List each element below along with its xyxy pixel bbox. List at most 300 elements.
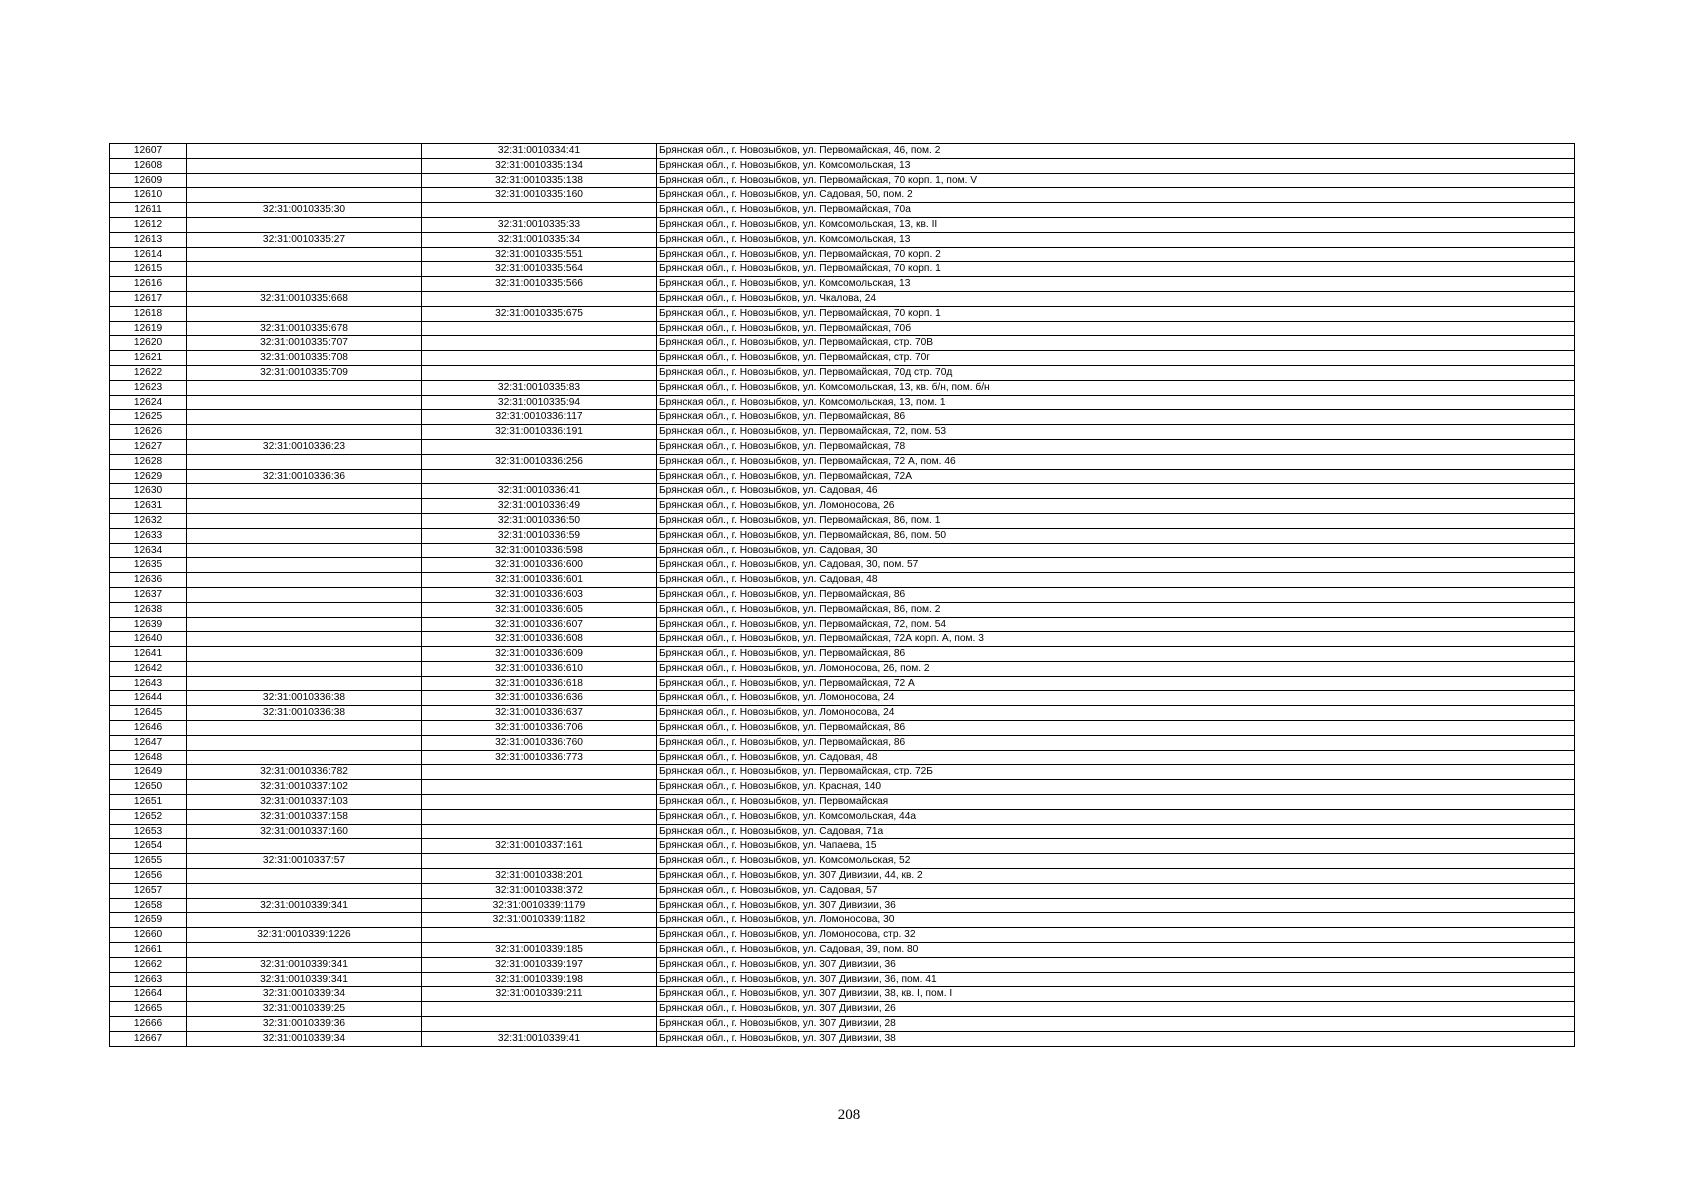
row-number-cell: 12656 bbox=[110, 869, 187, 884]
parcel-number-cell: 32:31:0010337:102 bbox=[187, 780, 422, 795]
object-number-cell: 32:31:0010336:637 bbox=[422, 706, 657, 721]
row-number-cell: 12651 bbox=[110, 795, 187, 810]
object-number-cell bbox=[422, 854, 657, 869]
object-number-cell: 32:31:0010335:160 bbox=[422, 188, 657, 203]
address-cell: Брянская обл., г. Новозыбков, ул. Первомайская, 70 корп. 2 bbox=[657, 247, 1575, 262]
page-number: 208 bbox=[837, 1107, 861, 1123]
address-cell: Брянская обл., г. Новозыбков, ул. Садовая, 39, пом. 80 bbox=[657, 943, 1575, 958]
address-cell: Брянская обл., г. Новозыбков, ул. Первомайская, 72, пом. 53 bbox=[657, 425, 1575, 440]
parcel-number-cell: 32:31:0010335:27 bbox=[187, 232, 422, 247]
parcel-number-cell bbox=[187, 735, 422, 750]
parcel-number-cell bbox=[187, 558, 422, 573]
parcel-number-cell bbox=[187, 395, 422, 410]
object-number-cell: 32:31:0010335:564 bbox=[422, 262, 657, 277]
table-row bbox=[110, 336, 1575, 351]
address-cell: Брянская обл., г. Новозыбков, ул. Комсомольская, 44а bbox=[657, 809, 1575, 824]
address-cell: Брянская обл., г. Новозыбков, ул. Первомайская, 70 корп. 1, пом. V bbox=[657, 173, 1575, 188]
address-cell: Брянская обл., г. Новозыбков, ул. Первомайская, 72 А, пом. 46 bbox=[657, 454, 1575, 469]
object-number-cell bbox=[422, 809, 657, 824]
table-row bbox=[110, 262, 1575, 277]
object-number-cell: 32:31:0010337:161 bbox=[422, 839, 657, 854]
object-number-cell: 32:31:0010335:83 bbox=[422, 380, 657, 395]
address-cell: Брянская обл., г. Новозыбков, ул. Ломоносова, 26, пом. 2 bbox=[657, 661, 1575, 676]
parcel-number-cell bbox=[187, 943, 422, 958]
row-number-cell: 12614 bbox=[110, 247, 187, 262]
table-row bbox=[110, 1002, 1575, 1017]
address-cell: Брянская обл., г. Новозыбков, ул. Комсомольская, 13 bbox=[657, 158, 1575, 173]
address-cell: Брянская обл., г. Новозыбков, ул. Первомайская, 86 bbox=[657, 735, 1575, 750]
table-row bbox=[110, 780, 1575, 795]
object-number-cell: 32:31:0010336:603 bbox=[422, 587, 657, 602]
table-row bbox=[110, 1031, 1575, 1046]
row-number-cell: 12610 bbox=[110, 188, 187, 203]
object-number-cell: 32:31:0010336:49 bbox=[422, 499, 657, 514]
address-cell: Брянская обл., г. Новозыбков, ул. Комсомольская, 13, кв. б/н, пом. б/н bbox=[657, 380, 1575, 395]
parcel-number-cell: 32:31:0010335:708 bbox=[187, 351, 422, 366]
row-number-cell: 12619 bbox=[110, 321, 187, 336]
row-number-cell: 12618 bbox=[110, 306, 187, 321]
parcel-number-cell: 32:31:0010336:23 bbox=[187, 439, 422, 454]
parcel-number-cell: 32:31:0010337:158 bbox=[187, 809, 422, 824]
table-row bbox=[110, 750, 1575, 765]
table-row bbox=[110, 410, 1575, 425]
address-cell: Брянская обл., г. Новозыбков, ул. Первомайская, 72А bbox=[657, 469, 1575, 484]
address-cell: Брянская обл., г. Новозыбков, ул. 307 Дивизии, 38 bbox=[657, 1031, 1575, 1046]
object-number-cell: 32:31:0010336:605 bbox=[422, 602, 657, 617]
table-row bbox=[110, 706, 1575, 721]
parcel-number-cell bbox=[187, 217, 422, 232]
table-row bbox=[110, 854, 1575, 869]
parcel-number-cell: 32:31:0010335:668 bbox=[187, 291, 422, 306]
row-number-cell: 12621 bbox=[110, 351, 187, 366]
row-number-cell: 12654 bbox=[110, 839, 187, 854]
table-row bbox=[110, 647, 1575, 662]
address-cell: Брянская обл., г. Новозыбков, ул. Комсомольская, 13 bbox=[657, 277, 1575, 292]
table-row bbox=[110, 528, 1575, 543]
object-number-cell: 32:31:0010336:600 bbox=[422, 558, 657, 573]
address-cell: Брянская обл., г. Новозыбков, ул. 307 Дивизии, 36 bbox=[657, 898, 1575, 913]
row-number-cell: 12664 bbox=[110, 987, 187, 1002]
table-row bbox=[110, 513, 1575, 528]
table-row bbox=[110, 795, 1575, 810]
object-number-cell: 32:31:0010334:41 bbox=[422, 144, 657, 159]
table-row bbox=[110, 173, 1575, 188]
object-number-cell: 32:31:0010339:197 bbox=[422, 957, 657, 972]
row-number-cell: 12620 bbox=[110, 336, 187, 351]
address-cell: Брянская обл., г. Новозыбков, ул. Первомайская, стр. 70г bbox=[657, 351, 1575, 366]
row-number-cell: 12649 bbox=[110, 765, 187, 780]
address-cell: Брянская обл., г. Новозыбков, ул. Первомайская, 86, пом. 1 bbox=[657, 513, 1575, 528]
table-row bbox=[110, 306, 1575, 321]
address-cell: Брянская обл., г. Новозыбков, ул. Первомайская, 86 bbox=[657, 587, 1575, 602]
object-number-cell: 32:31:0010339:198 bbox=[422, 972, 657, 987]
parcel-number-cell bbox=[187, 380, 422, 395]
row-number-cell: 12650 bbox=[110, 780, 187, 795]
parcel-number-cell bbox=[187, 173, 422, 188]
row-number-cell: 12622 bbox=[110, 365, 187, 380]
address-cell: Брянская обл., г. Новозыбков, ул. Первомайская, 72 А bbox=[657, 676, 1575, 691]
row-number-cell: 12631 bbox=[110, 499, 187, 514]
table-row bbox=[110, 602, 1575, 617]
table-row bbox=[110, 217, 1575, 232]
table-row bbox=[110, 987, 1575, 1002]
table-row bbox=[110, 972, 1575, 987]
parcel-number-cell: 32:31:0010339:341 bbox=[187, 957, 422, 972]
object-number-cell: 32:31:0010339:211 bbox=[422, 987, 657, 1002]
object-number-cell: 32:31:0010336:256 bbox=[422, 454, 657, 469]
parcel-number-cell bbox=[187, 632, 422, 647]
row-number-cell: 12624 bbox=[110, 395, 187, 410]
address-cell: Брянская обл., г. Новозыбков, ул. 307 Дивизии, 38, кв. I, пом. I bbox=[657, 987, 1575, 1002]
address-cell: Брянская обл., г. Новозыбков, ул. 307 Дивизии, 28 bbox=[657, 1017, 1575, 1032]
row-number-cell: 12643 bbox=[110, 676, 187, 691]
parcel-number-cell bbox=[187, 839, 422, 854]
address-cell: Брянская обл., г. Новозыбков, ул. Садовая, 30, пом. 57 bbox=[657, 558, 1575, 573]
object-number-cell: 32:31:0010336:50 bbox=[422, 513, 657, 528]
row-number-cell: 12661 bbox=[110, 943, 187, 958]
row-number-cell: 12636 bbox=[110, 573, 187, 588]
parcel-number-cell bbox=[187, 144, 422, 159]
parcel-number-cell: 32:31:0010335:30 bbox=[187, 203, 422, 218]
row-number-cell: 12657 bbox=[110, 883, 187, 898]
address-cell: Брянская обл., г. Новозыбков, ул. Садовая, 46 bbox=[657, 484, 1575, 499]
parcel-number-cell bbox=[187, 647, 422, 662]
table-row bbox=[110, 765, 1575, 780]
address-cell: Брянская обл., г. Новозыбков, ул. Садовая, 50, пом. 2 bbox=[657, 188, 1575, 203]
address-cell: Брянская обл., г. Новозыбков, ул. Первомайская, 72А корп. А, пом. 3 bbox=[657, 632, 1575, 647]
row-number-cell: 12616 bbox=[110, 277, 187, 292]
address-cell: Брянская обл., г. Новозыбков, ул. Красная, 140 bbox=[657, 780, 1575, 795]
parcel-number-cell bbox=[187, 750, 422, 765]
table-row bbox=[110, 144, 1575, 159]
table-row bbox=[110, 839, 1575, 854]
row-number-cell: 12613 bbox=[110, 232, 187, 247]
table-row bbox=[110, 277, 1575, 292]
table-row bbox=[110, 247, 1575, 262]
table-row bbox=[110, 351, 1575, 366]
parcel-number-cell bbox=[187, 247, 422, 262]
object-number-cell: 32:31:0010335:566 bbox=[422, 277, 657, 292]
object-number-cell: 32:31:0010336:601 bbox=[422, 573, 657, 588]
object-number-cell bbox=[422, 928, 657, 943]
row-number-cell: 12626 bbox=[110, 425, 187, 440]
table-row bbox=[110, 587, 1575, 602]
table-row bbox=[110, 1017, 1575, 1032]
table-row bbox=[110, 543, 1575, 558]
object-number-cell bbox=[422, 365, 657, 380]
row-number-cell: 12647 bbox=[110, 735, 187, 750]
parcel-number-cell bbox=[187, 676, 422, 691]
table-row bbox=[110, 558, 1575, 573]
address-cell: Брянская обл., г. Новозыбков, ул. 307 Дивизии, 36 bbox=[657, 957, 1575, 972]
address-cell: Брянская обл., г. Новозыбков, ул. Первомайская, 70а bbox=[657, 203, 1575, 218]
row-number-cell: 12612 bbox=[110, 217, 187, 232]
table-row bbox=[110, 957, 1575, 972]
address-cell: Брянская обл., г. Новозыбков, ул. Ломоносова, 24 bbox=[657, 706, 1575, 721]
address-cell: Брянская обл., г. Новозыбков, ул. Ломоносова, 24 bbox=[657, 691, 1575, 706]
address-cell: Брянская обл., г. Новозыбков, ул. Ломоносова, 26 bbox=[657, 499, 1575, 514]
address-cell: Брянская обл., г. Новозыбков, ул. Ломоносова, 30 bbox=[657, 913, 1575, 928]
object-number-cell: 32:31:0010336:636 bbox=[422, 691, 657, 706]
object-number-cell: 32:31:0010339:41 bbox=[422, 1031, 657, 1046]
object-number-cell bbox=[422, 439, 657, 454]
object-number-cell: 32:31:0010335:551 bbox=[422, 247, 657, 262]
object-number-cell: 32:31:0010336:41 bbox=[422, 484, 657, 499]
table-row bbox=[110, 676, 1575, 691]
parcel-number-cell bbox=[187, 306, 422, 321]
table-row bbox=[110, 913, 1575, 928]
parcel-number-cell: 32:31:0010339:1226 bbox=[187, 928, 422, 943]
address-cell: Брянская обл., г. Новозыбков, ул. Садовая, 71а bbox=[657, 824, 1575, 839]
table-row bbox=[110, 439, 1575, 454]
address-cell: Брянская обл., г. Новозыбков, ул. Ломоносова, стр. 32 bbox=[657, 928, 1575, 943]
table-row bbox=[110, 898, 1575, 913]
row-number-cell: 12659 bbox=[110, 913, 187, 928]
table-row bbox=[110, 632, 1575, 647]
parcel-number-cell bbox=[187, 721, 422, 736]
parcel-number-cell: 32:31:0010336:38 bbox=[187, 706, 422, 721]
object-number-cell bbox=[422, 469, 657, 484]
object-number-cell: 32:31:0010335:94 bbox=[422, 395, 657, 410]
row-number-cell: 12645 bbox=[110, 706, 187, 721]
row-number-cell: 12666 bbox=[110, 1017, 187, 1032]
parcel-number-cell: 32:31:0010339:25 bbox=[187, 1002, 422, 1017]
parcel-number-cell bbox=[187, 543, 422, 558]
parcel-number-cell: 32:31:0010335:707 bbox=[187, 336, 422, 351]
address-cell: Брянская обл., г. Новозыбков, ул. Первомайская, 70 корп. 1 bbox=[657, 306, 1575, 321]
row-number-cell: 12635 bbox=[110, 558, 187, 573]
address-cell: Брянская обл., г. Новозыбков, ул. Первомайская bbox=[657, 795, 1575, 810]
address-cell: Брянская обл., г. Новозыбков, ул. Первомайская, 72, пом. 54 bbox=[657, 617, 1575, 632]
parcel-number-cell bbox=[187, 454, 422, 469]
table-row bbox=[110, 661, 1575, 676]
parcel-number-cell: 32:31:0010336:782 bbox=[187, 765, 422, 780]
parcel-number-cell: 32:31:0010336:36 bbox=[187, 469, 422, 484]
address-cell: Брянская обл., г. Новозыбков, ул. Садовая, 57 bbox=[657, 883, 1575, 898]
object-number-cell: 32:31:0010335:138 bbox=[422, 173, 657, 188]
table-row bbox=[110, 928, 1575, 943]
address-cell: Брянская обл., г. Новозыбков, ул. Комсомольская, 52 bbox=[657, 854, 1575, 869]
object-number-cell bbox=[422, 336, 657, 351]
object-number-cell: 32:31:0010335:33 bbox=[422, 217, 657, 232]
parcel-number-cell bbox=[187, 513, 422, 528]
parcel-number-cell bbox=[187, 410, 422, 425]
address-cell: Брянская обл., г. Новозыбков, ул. 307 Дивизии, 44, кв. 2 bbox=[657, 869, 1575, 884]
parcel-number-cell: 32:31:0010335:678 bbox=[187, 321, 422, 336]
parcel-number-cell bbox=[187, 499, 422, 514]
row-number-cell: 12641 bbox=[110, 647, 187, 662]
parcel-number-cell bbox=[187, 573, 422, 588]
table-row bbox=[110, 203, 1575, 218]
object-number-cell: 32:31:0010338:201 bbox=[422, 869, 657, 884]
parcel-number-cell bbox=[187, 883, 422, 898]
object-number-cell bbox=[422, 1017, 657, 1032]
address-cell: Брянская обл., г. Новозыбков, ул. Садовая, 30 bbox=[657, 543, 1575, 558]
parcel-number-cell: 32:31:0010336:38 bbox=[187, 691, 422, 706]
object-number-cell: 32:31:0010339:185 bbox=[422, 943, 657, 958]
row-number-cell: 12633 bbox=[110, 528, 187, 543]
table-row bbox=[110, 380, 1575, 395]
parcel-number-cell bbox=[187, 262, 422, 277]
parcel-number-cell bbox=[187, 528, 422, 543]
address-cell: Брянская обл., г. Новозыбков, ул. Первомайская, 46, пом. 2 bbox=[657, 144, 1575, 159]
object-number-cell: 32:31:0010338:372 bbox=[422, 883, 657, 898]
table-row bbox=[110, 484, 1575, 499]
parcel-number-cell bbox=[187, 913, 422, 928]
object-number-cell: 32:31:0010336:607 bbox=[422, 617, 657, 632]
table-row bbox=[110, 158, 1575, 173]
parcel-number-cell bbox=[187, 869, 422, 884]
parcel-number-cell bbox=[187, 484, 422, 499]
parcel-number-cell: 32:31:0010339:36 bbox=[187, 1017, 422, 1032]
object-number-cell bbox=[422, 203, 657, 218]
object-number-cell bbox=[422, 1002, 657, 1017]
row-number-cell: 12625 bbox=[110, 410, 187, 425]
object-number-cell bbox=[422, 824, 657, 839]
row-number-cell: 12611 bbox=[110, 203, 187, 218]
table-row bbox=[110, 454, 1575, 469]
row-number-cell: 12646 bbox=[110, 721, 187, 736]
address-cell: Брянская обл., г. Новозыбков, ул. Первомайская, 78 bbox=[657, 439, 1575, 454]
table-row bbox=[110, 617, 1575, 632]
row-number-cell: 12617 bbox=[110, 291, 187, 306]
table-row bbox=[110, 395, 1575, 410]
object-number-cell: 32:31:0010336:59 bbox=[422, 528, 657, 543]
parcel-number-cell: 32:31:0010337:160 bbox=[187, 824, 422, 839]
row-number-cell: 12658 bbox=[110, 898, 187, 913]
address-cell: Брянская обл., г. Новозыбков, ул. Первомайская, 70 корп. 1 bbox=[657, 262, 1575, 277]
table-row bbox=[110, 691, 1575, 706]
table-row bbox=[110, 499, 1575, 514]
object-number-cell: 32:31:0010336:598 bbox=[422, 543, 657, 558]
row-number-cell: 12608 bbox=[110, 158, 187, 173]
row-number-cell: 12653 bbox=[110, 824, 187, 839]
object-number-cell: 32:31:0010339:1182 bbox=[422, 913, 657, 928]
table-row bbox=[110, 188, 1575, 203]
object-number-cell: 32:31:0010335:34 bbox=[422, 232, 657, 247]
table-body bbox=[110, 144, 1575, 1047]
parcel-number-cell: 32:31:0010339:341 bbox=[187, 972, 422, 987]
address-cell: Брянская обл., г. Новозыбков, ул. Первомайская, стр. 72Б bbox=[657, 765, 1575, 780]
address-cell: Брянская обл., г. Новозыбков, ул. Чапаева, 15 bbox=[657, 839, 1575, 854]
address-cell: Брянская обл., г. Новозыбков, ул. 307 Дивизии, 36, пом. 41 bbox=[657, 972, 1575, 987]
address-cell: Брянская обл., г. Новозыбков, ул. Комсомольская, 13, кв. II bbox=[657, 217, 1575, 232]
object-number-cell: 32:31:0010335:134 bbox=[422, 158, 657, 173]
object-number-cell: 32:31:0010336:191 bbox=[422, 425, 657, 440]
table-row bbox=[110, 735, 1575, 750]
object-number-cell: 32:31:0010336:706 bbox=[422, 721, 657, 736]
address-cell: Брянская обл., г. Новозыбков, ул. Комсомольская, 13 bbox=[657, 232, 1575, 247]
table-row bbox=[110, 291, 1575, 306]
object-number-cell: 32:31:0010336:609 bbox=[422, 647, 657, 662]
object-number-cell: 32:31:0010336:760 bbox=[422, 735, 657, 750]
parcel-number-cell: 32:31:0010339:341 bbox=[187, 898, 422, 913]
parcel-number-cell: 32:31:0010335:709 bbox=[187, 365, 422, 380]
address-cell: Брянская обл., г. Новозыбков, ул. Первомайская, 86 bbox=[657, 410, 1575, 425]
row-number-cell: 12634 bbox=[110, 543, 187, 558]
row-number-cell: 12648 bbox=[110, 750, 187, 765]
table-row bbox=[110, 573, 1575, 588]
cadastral-table bbox=[109, 143, 1575, 1047]
row-number-cell: 12640 bbox=[110, 632, 187, 647]
address-cell: Брянская обл., г. Новозыбков, ул. Первомайская, 86 bbox=[657, 647, 1575, 662]
row-number-cell: 12637 bbox=[110, 587, 187, 602]
row-number-cell: 12663 bbox=[110, 972, 187, 987]
table-row bbox=[110, 321, 1575, 336]
object-number-cell: 32:31:0010336:618 bbox=[422, 676, 657, 691]
object-number-cell: 32:31:0010336:117 bbox=[422, 410, 657, 425]
row-number-cell: 12667 bbox=[110, 1031, 187, 1046]
parcel-number-cell bbox=[187, 158, 422, 173]
object-number-cell bbox=[422, 765, 657, 780]
table-row bbox=[110, 869, 1575, 884]
row-number-cell: 12632 bbox=[110, 513, 187, 528]
object-number-cell: 32:31:0010336:773 bbox=[422, 750, 657, 765]
row-number-cell: 12642 bbox=[110, 661, 187, 676]
parcel-number-cell bbox=[187, 602, 422, 617]
address-cell: Брянская обл., г. Новозыбков, ул. 307 Дивизии, 26 bbox=[657, 1002, 1575, 1017]
parcel-number-cell bbox=[187, 587, 422, 602]
object-number-cell bbox=[422, 795, 657, 810]
address-cell: Брянская обл., г. Новозыбков, ул. Садовая, 48 bbox=[657, 750, 1575, 765]
object-number-cell bbox=[422, 291, 657, 306]
row-number-cell: 12630 bbox=[110, 484, 187, 499]
row-number-cell: 12662 bbox=[110, 957, 187, 972]
parcel-number-cell: 32:31:0010339:34 bbox=[187, 987, 422, 1002]
parcel-number-cell bbox=[187, 425, 422, 440]
address-cell: Брянская обл., г. Новозыбков, ул. Первомайская, 70д стр. 70д bbox=[657, 365, 1575, 380]
row-number-cell: 12629 bbox=[110, 469, 187, 484]
table-row bbox=[110, 943, 1575, 958]
object-number-cell bbox=[422, 351, 657, 366]
address-cell: Брянская обл., г. Новозыбков, ул. Первомайская, 86, пом. 2 bbox=[657, 602, 1575, 617]
row-number-cell: 12609 bbox=[110, 173, 187, 188]
row-number-cell: 12644 bbox=[110, 691, 187, 706]
row-number-cell: 12628 bbox=[110, 454, 187, 469]
row-number-cell: 12652 bbox=[110, 809, 187, 824]
parcel-number-cell: 32:31:0010337:57 bbox=[187, 854, 422, 869]
row-number-cell: 12615 bbox=[110, 262, 187, 277]
address-cell: Брянская обл., г. Новозыбков, ул. Комсомольская, 13, пом. 1 bbox=[657, 395, 1575, 410]
object-number-cell: 32:31:0010336:610 bbox=[422, 661, 657, 676]
row-number-cell: 12607 bbox=[110, 144, 187, 159]
address-cell: Брянская обл., г. Новозыбков, ул. Первомайская, стр. 70В bbox=[657, 336, 1575, 351]
row-number-cell: 12660 bbox=[110, 928, 187, 943]
address-cell: Брянская обл., г. Новозыбков, ул. Чкалова, 24 bbox=[657, 291, 1575, 306]
row-number-cell: 12627 bbox=[110, 439, 187, 454]
object-number-cell bbox=[422, 321, 657, 336]
table-row bbox=[110, 721, 1575, 736]
object-number-cell bbox=[422, 780, 657, 795]
row-number-cell: 12639 bbox=[110, 617, 187, 632]
address-cell: Брянская обл., г. Новозыбков, ул. Первомайская, 86, пом. 50 bbox=[657, 528, 1575, 543]
table-row bbox=[110, 883, 1575, 898]
row-number-cell: 12655 bbox=[110, 854, 187, 869]
parcel-number-cell: 32:31:0010337:103 bbox=[187, 795, 422, 810]
row-number-cell: 12638 bbox=[110, 602, 187, 617]
parcel-number-cell bbox=[187, 277, 422, 292]
parcel-number-cell bbox=[187, 188, 422, 203]
object-number-cell: 32:31:0010339:1179 bbox=[422, 898, 657, 913]
table-row bbox=[110, 425, 1575, 440]
row-number-cell: 12665 bbox=[110, 1002, 187, 1017]
parcel-number-cell bbox=[187, 661, 422, 676]
parcel-number-cell: 32:31:0010339:34 bbox=[187, 1031, 422, 1046]
address-cell: Брянская обл., г. Новозыбков, ул. Первомайская, 70б bbox=[657, 321, 1575, 336]
table-row bbox=[110, 469, 1575, 484]
table-row bbox=[110, 824, 1575, 839]
address-cell: Брянская обл., г. Новозыбков, ул. Первомайская, 86 bbox=[657, 721, 1575, 736]
